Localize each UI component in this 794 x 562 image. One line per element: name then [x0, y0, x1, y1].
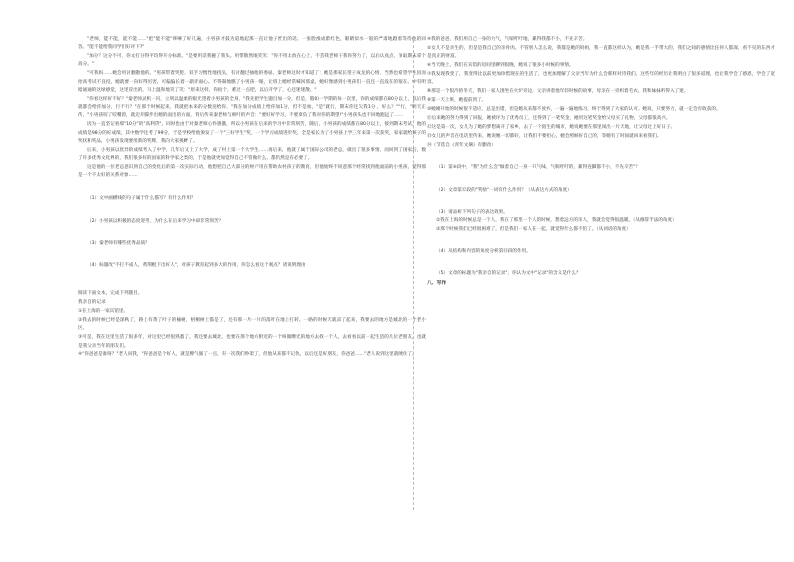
- question-1: （1）第⑥段中，"我"为什么会"做着自己一身一只气味，气喘吁吁的，累得连脚都不小，不先辛苦"？: [436, 165, 640, 171]
- question-3: （3）请品析下列句子的表达效果。: [436, 209, 508, 215]
- story2-paragraph: ②我去的时候已经是深秋了，路上有黄了叶子的榆树，梧桐树上都是了，还有那一片一片的落叶在地上打转。一路的时候天就凉了起来，我要去的地方是城北的一个老小区。: [78, 318, 426, 332]
- question-5: （5）文章的标题为"我亲自的记录"，你认为文中"记录"的含义是什么？: [436, 271, 581, 277]
- story1-paragraph: "可我妈……她会用讨翻散他的。"男孩带着哭腔，双手习惯性地挠头，有讨翻过抽他的委屈。秦老师这时才知道了：她是那家长望子成龙的心情，当然也希望学生因而抬高考试不良投。她就要一向好得厉害，可偏偏长着一副赤面心。不得凝地瞧了小男孩一眼，让班上她经常喊回那桌，她好像感到小男孩们一直还一直没在的很在。中有明暗通通的这绿感觉，这里冒出的，马上温和地笑了笑："原来这样，你拍个，难过一点吧，以后开学了，心还迷迷散。": [78, 71, 426, 93]
- story2-paragraph: ③可是，我在这里生活了很多年，对这里已经很熟悉了。我还要去城北，也要在那个地方附近的一个叫做曙光的地方去找一个人，去看看以前一起生活的几位老朋友，也就是我父亲当年的朋友们。: [78, 335, 426, 349]
- source-note: ⑭（节选自《青年文摘》有删改）: [427, 142, 496, 148]
- story1-paragraph: "加分？这分不可，你文打分得平均得开分标准。"是要用话我握了我头。用带散然地笑笑："你不用太放在心上，不丢我老师干我你努力了，以后认真点，争取期末拿个高分。": [78, 54, 426, 68]
- question-3: （3）秦老师有哪些优秀品质？: [87, 240, 150, 246]
- reading-title: 我亲自的记录: [78, 300, 106, 306]
- question-4: （4）从结构和内容的角度分析第⑬段的作用。: [436, 248, 531, 254]
- story1-paragraph: "你看这样好不好？"秦老师灵机一闪，立刻以温柔的眼光望着小男孩的全身，"我先把学生题目加一分，但是，假如一学期的每一次里，你的成绩都在80分以上，以后我就都会给你加分，行不行？"在那个时候起来，我就把本来的分数送给你，"我在加分成绩上给你加1分，但不是加。"是"就行，期末你还欠我1分 ，好么？""行，"明天正传，"小男孩咬了咬嘴唇，就迈开脚步出她的面出的方面，背后传来秦老师与师叶的声音："要好好学习，不要辜负了我对你的期望!"小男孩头也不回地跑远了……: [78, 96, 426, 119]
- story2-paragraph: ⑦我发现我变了，我变得比以前更加珍惜现在的生活了，也更加理解了父亲当年为什么会那样对待我们。这些年的经历让我明白了很多道理，也让我学会了感恩，学会了宽容。: [427, 71, 775, 86]
- story2-paragraph: ⑪后来她的努力得到了回报，她被评为了优秀员工，还得到了一笔奖金，她用这笔奖金给父母买了礼物，父母都很高兴。: [427, 115, 671, 121]
- reading-intro: 阅读下面文本，完成下列题目。: [78, 291, 143, 297]
- story2-paragraph: ⑫这是第一次，女儿为了她的梦想离开了家乡，去了一个陌生的城市，她说她要在那里闯出一片天地，让父母过上好日子。: [427, 124, 676, 130]
- story2-paragraph: ⑤女儿不是亲生的，但是是我自己的亲骨肉。不管别人怎么说，我都是她的妈妈，我一直都这样认为，她是我一手带大的，我们之间的感情比任何人都深，看不见的东西才是真正的财富。: [427, 45, 775, 60]
- story1-paragraph: "老师，能不能，能不能……"把"能不能"哆嗦了好几遍，小男孩才鼓为道地起那一直让他子匠出的话。一张脸涨成紫红色，眼睛似水一般的严肃地蹬着等待他的回答。"能不能给我同学们好评下?": [78, 37, 426, 51]
- question-1: （1）文中画横线的句子属于什么描写？有什么作用？: [87, 196, 196, 202]
- story2-paragraph: ⑥当天晚上，我们在宾馆的房间里聊到很晚，她说了很多小时候的事情。: [427, 63, 574, 69]
- story2-paragraph: ⑨第一天上班，她提前到了。: [427, 98, 487, 104]
- section-heading: 八、写作: [427, 281, 447, 287]
- left-column: [78, 36, 426, 360]
- story2-paragraph: ⑩她刚开始的时候很不适应，总是出错，但是她从来都不放弃，一遍一遍地练习，终于得到了大家的认可。她说，只要努力，就一定会有收获的。: [427, 106, 721, 112]
- question-2: （2）文章第⑫段的"奖励"一词有什么作用？（从表达方式的角度）: [436, 187, 572, 193]
- story1-paragraph: 因为一直坚记看那"10分"的"高利贷"，同时也由于对秦老师心怀感激，所以小男孩在后来的学习中非常刻苦，随后，小男孩的成绩都在80分以上，接到期末考试，他的成绩是98分的好成绩，其中数学还考了99分，于是学校给他颁发了一个"三好学生"奖，一个学习成绩进步奖，全是家长为了小男孩上学三年来第一次获奖，家家就给孩子的奖状和奖品，小男孩发现要用新的奖牌，我向大家挑衅了。: [78, 122, 426, 144]
- question-2: （2）小男孩以积极的态度迎考，为什么在后来学习中却非常刻苦？: [87, 218, 224, 224]
- story1-paragraph: 这是他的一位老总意识到自己的变化后的第一次实际行动，他想把自己大部分的财产用在帮助农村孩子的教育，但他始终不同意那个经常找到他面前的小男孩，觉得那是一个不太好的关系对象……: [78, 165, 426, 179]
- right-column: [427, 36, 775, 289]
- story2-paragraph: ④我的爸爸，我们用自己一身的力气，气喘吁吁地，累得我都不小，不先辛苦。: [427, 37, 588, 42]
- question-4: （4）标题改"不打不成人，黄荆棍下出好人"，对孩子教育起到多大的作用，你怎么看这个观点？请说明理由: [87, 263, 306, 269]
- story2-paragraph: ④"你爸爸是谁呀？"老人问我，"你爸爸是个好人，就是脾气倔了一点，有一次我们吵架了，但他从来都不记仇，以后还是好朋友，你爸爸……"老人说到这里就哽住了。: [78, 352, 417, 358]
- story2-paragraph: ①在上海的一家宾馆里。: [78, 309, 129, 315]
- story1-paragraph: 后来，小男孩以优异的成绩考入了中学，几年后又上了大学，成了村上第一个大学生……再后来，他就了属于国际公司的老总，做出了很多事情，而回到了国家后，数了许多优秀文化界的，我们很多好的国家的科学家之类的，于是他就更加觉得自己不管做什么，都仍然是有必要了。: [78, 147, 426, 162]
- story2-paragraph: ⑬女儿的声音在电话里传来，她说她一切都好，让我们不要担心，她会照顾好自己的，等她有了时间就回来看我们。: [427, 133, 662, 139]
- story2-paragraph: ⑧那是一个很冷的冬天，我们一家人围坐在火炉旁边，父亲讲着他年轻时候的故事，母亲在一旁织着毛衣，我和妹妹听得入了迷。: [427, 89, 689, 95]
- question-3-item: ②那个时候我们已经很困难了，但是我们一家人在一起，就觉得什么都不怕了。（从词语的角度）: [436, 226, 631, 232]
- question-3-item: ①我在上海的时候总是一个人，我在了那里一个人的时候，想着远方的亲人，我就会觉得很温暖。（从修辞手法的角度）: [436, 218, 677, 224]
